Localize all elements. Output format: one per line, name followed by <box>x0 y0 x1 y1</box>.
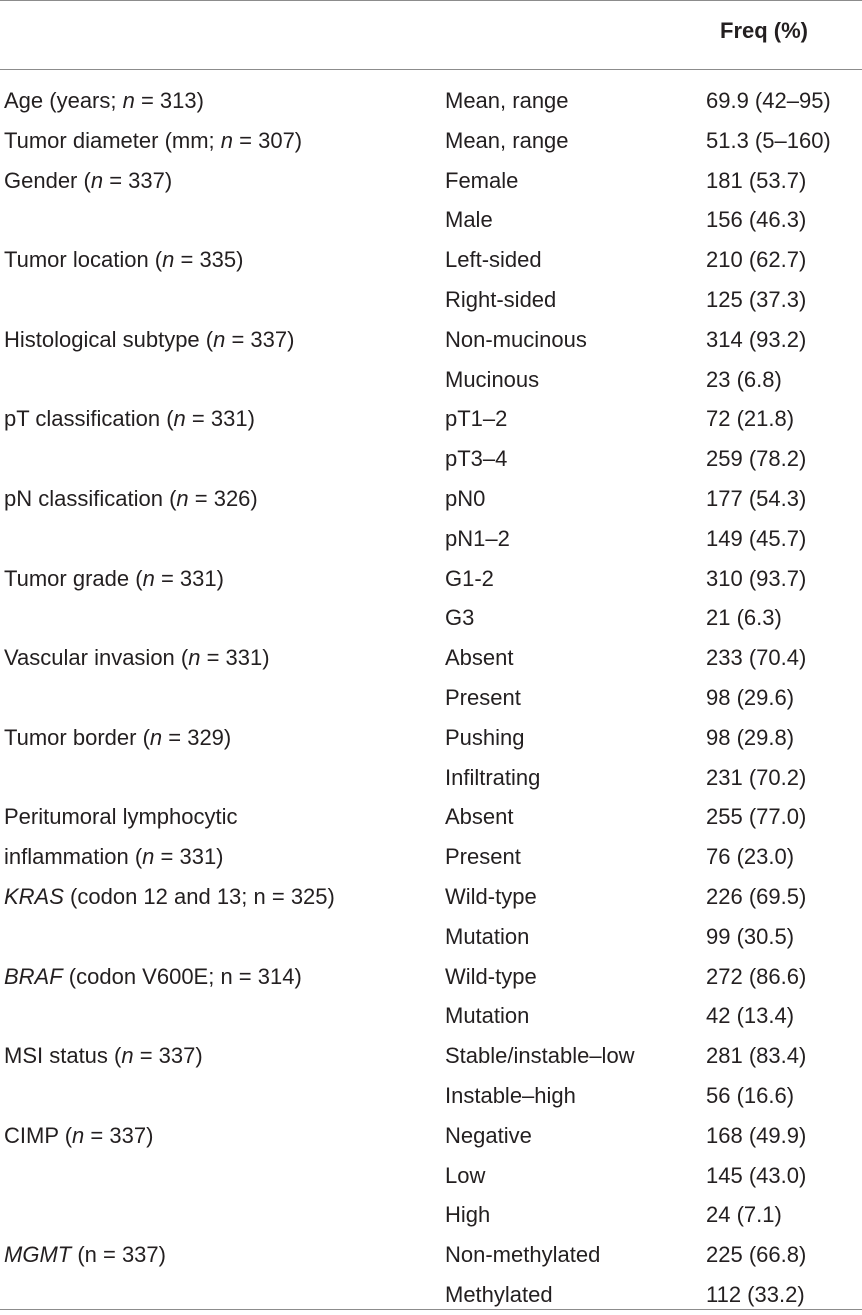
variable-cell: Tumor border (n = 329) <box>4 724 232 750</box>
freq-cell: 233 (70.4) <box>706 645 807 671</box>
table-row <box>0 638 862 678</box>
table-row <box>0 1235 862 1275</box>
freq-cell: 125 (37.3) <box>706 286 807 312</box>
freq-cell: 231 (70.2) <box>706 764 807 790</box>
variable-cell: MSI status (n = 337) <box>4 1043 203 1069</box>
category-cell: Pushing <box>445 724 525 750</box>
freq-cell: 281 (83.4) <box>706 1043 807 1069</box>
category-cell: pN1–2 <box>445 525 510 551</box>
table-row <box>0 1036 862 1076</box>
table-row <box>0 718 862 758</box>
freq-cell: 99 (30.5) <box>706 923 795 949</box>
category-cell: Instable–high <box>445 1082 576 1108</box>
category-cell: Absent <box>445 804 514 830</box>
table-row <box>0 439 862 479</box>
variable-cell: Histological subtype (n = 337) <box>4 326 295 352</box>
category-cell: Stable/instable–low <box>445 1043 635 1069</box>
freq-cell: 259 (78.2) <box>706 446 807 472</box>
category-cell: Negative <box>445 1122 532 1148</box>
freq-cell: 51.3 (5–160) <box>706 127 831 153</box>
freq-column-header: Freq (%) <box>720 18 808 43</box>
category-cell: Absent <box>445 645 514 671</box>
variable-cell: Tumor location (n = 335) <box>4 247 244 273</box>
freq-cell: 310 (93.7) <box>706 565 807 591</box>
table-row <box>0 1076 862 1116</box>
category-cell: Mucinous <box>445 366 540 392</box>
freq-cell: 168 (49.9) <box>706 1122 807 1148</box>
table-row <box>0 200 862 240</box>
table-row <box>0 837 862 877</box>
freq-cell: 145 (43.0) <box>706 1162 807 1188</box>
freq-cell: 98 (29.8) <box>706 724 795 750</box>
freq-cell: 225 (66.8) <box>706 1242 807 1268</box>
table-row <box>0 678 862 718</box>
freq-cell: 255 (77.0) <box>706 804 807 830</box>
category-cell: G3 <box>445 605 475 631</box>
freq-cell: 226 (69.5) <box>706 883 807 909</box>
variable-cell: Vascular invasion (n = 331) <box>4 645 270 671</box>
category-cell: Female <box>445 167 519 193</box>
table-row <box>0 280 862 320</box>
freq-cell: 149 (45.7) <box>706 525 807 551</box>
table-row <box>0 1195 862 1235</box>
table-top-rule <box>0 0 862 1</box>
category-cell: Male <box>445 207 493 233</box>
category-cell: Present <box>445 844 521 870</box>
variable-cell: pT classification (n = 331) <box>4 406 255 432</box>
freq-cell: 72 (21.8) <box>706 406 795 432</box>
freq-cell: 69.9 (42–95) <box>706 88 831 113</box>
category-cell: Left-sided <box>445 247 542 273</box>
freq-cell: 56 (16.6) <box>706 1082 795 1108</box>
category-cell: Present <box>445 684 521 710</box>
category-cell: Wild-type <box>445 883 537 909</box>
freq-cell: 76 (23.0) <box>706 844 795 870</box>
freq-cell: 42 (13.4) <box>706 1003 795 1029</box>
freq-cell: 156 (46.3) <box>706 207 807 233</box>
table-row <box>0 519 862 559</box>
table-row <box>0 320 862 360</box>
table-row <box>0 399 862 439</box>
table-row <box>0 161 862 201</box>
freq-cell: 21 (6.3) <box>706 605 782 631</box>
freq-cell: 177 (54.3) <box>706 485 807 511</box>
category-cell: Non-mucinous <box>445 326 587 352</box>
category-cell: Mean, range <box>445 88 569 113</box>
category-cell: pT3–4 <box>445 446 508 472</box>
table-row <box>0 240 862 280</box>
table-row <box>0 877 862 917</box>
category-cell: Mutation <box>445 1003 530 1029</box>
category-cell: Non-methylated <box>445 1242 601 1268</box>
table-row <box>0 758 862 798</box>
category-cell: Low <box>445 1162 486 1188</box>
table-row <box>0 121 862 161</box>
variable-cell: Peritumoral lymphocytic <box>4 804 238 830</box>
freq-cell: 210 (62.7) <box>706 247 807 273</box>
category-cell: pT1–2 <box>445 406 508 432</box>
table-row <box>0 1116 862 1156</box>
variable-cell: Tumor diameter (mm; n = 307) <box>4 127 303 153</box>
table-row <box>0 957 862 997</box>
table-row <box>0 559 862 599</box>
table-row <box>0 1156 862 1196</box>
freq-cell: 23 (6.8) <box>706 366 782 392</box>
variable-cell: KRAS (codon 12 and 13; n = 325) <box>4 883 335 909</box>
table-row <box>0 996 862 1036</box>
category-cell: G1-2 <box>445 565 494 591</box>
variable-cell: pN classification (n = 326) <box>4 485 258 511</box>
header-divider-rule <box>0 69 862 70</box>
category-cell: Mean, range <box>445 127 569 153</box>
category-cell: High <box>445 1202 491 1228</box>
variable-cell: BRAF (codon V600E; n = 314) <box>4 963 302 989</box>
table-row <box>0 797 862 837</box>
variable-cell: Gender (n = 337) <box>4 167 173 193</box>
variable-cell: MGMT (n = 337) <box>4 1242 166 1268</box>
variable-cell: Tumor grade (n = 331) <box>4 565 224 591</box>
variable-cell: CIMP (n = 337) <box>4 1122 154 1148</box>
table-row <box>0 479 862 519</box>
variable-cell: Age (years; n = 313) <box>4 88 204 113</box>
freq-cell: 314 (93.2) <box>706 326 807 352</box>
table-row <box>0 917 862 957</box>
category-cell: Mutation <box>445 923 530 949</box>
category-cell: Infiltrating <box>445 764 541 790</box>
category-cell: Methylated <box>445 1281 553 1307</box>
freq-cell: 272 (86.6) <box>706 963 807 989</box>
table-row <box>0 81 862 121</box>
table-row <box>0 360 862 400</box>
category-cell: pN0 <box>445 485 486 511</box>
freq-cell: 24 (7.1) <box>706 1202 782 1228</box>
category-cell: Wild-type <box>445 963 537 989</box>
freq-cell: 98 (29.6) <box>706 684 795 710</box>
freq-cell: 181 (53.7) <box>706 167 807 193</box>
table-row <box>0 598 862 638</box>
variable-cell: inflammation (n = 331) <box>4 844 224 870</box>
table-body <box>0 81 862 1315</box>
freq-cell: 112 (33.2) <box>706 1281 805 1307</box>
category-cell: Right-sided <box>445 286 557 312</box>
